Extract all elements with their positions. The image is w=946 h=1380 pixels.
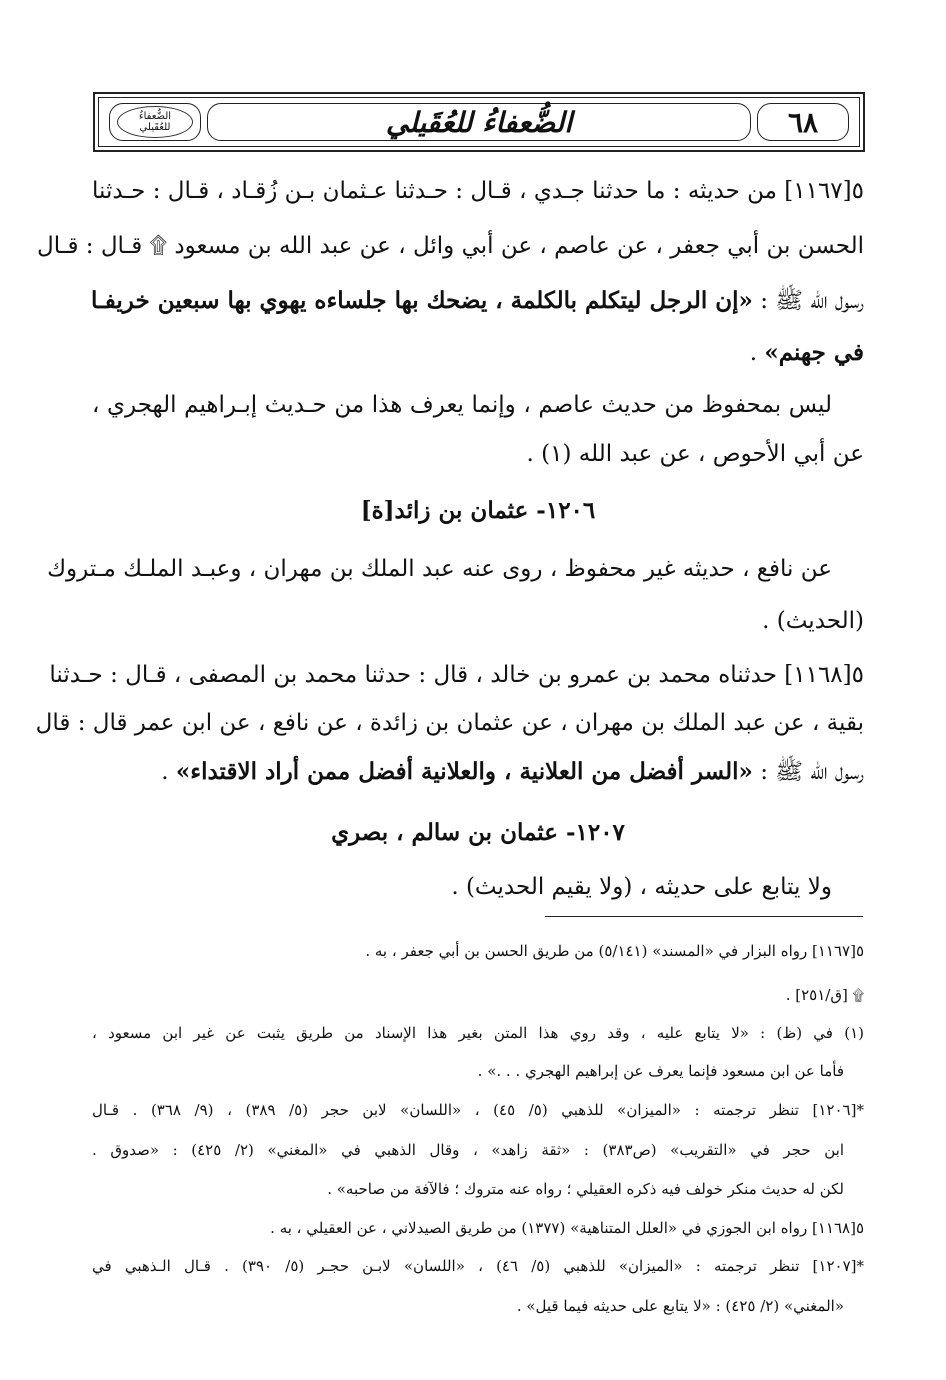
body-line-10: بقية ، عن عبد الملك بن مهران ، عن عثمان بن زائدة ، عن نافع ، عن ابن عمر قال : قال	[35, 710, 864, 736]
logo-line-2: للعُقَيلي	[139, 122, 171, 133]
footnote-1206-cont-2: لكن له حديث منكر خولف فيه ذكره العقيلي ؛ رواه عنه متروك ؛ فالآفة من صاحبه» .	[327, 1180, 844, 1198]
body-line-12: ولا يتابع على حديثه ، (ولا يقيم الحديث) .	[451, 874, 832, 900]
body-line-5: ليس بمحفوظ من حديث عاصم ، وإنما يعرف هذا من حـديث إبـراهيم الهجري ،	[92, 392, 832, 418]
logo-line-1: الضُّعفاءُ	[138, 111, 172, 122]
entry-heading-1206: ١٢٠٦- عثمان بن زائد[ة]	[360, 497, 596, 524]
footnote-1: (١) في (ظ) : «لا يتابع عليه ، وقد روي هذا المتن بغير هذا الإسناد من طريق يثبت عن غير ابن مسعود ،	[92, 1024, 864, 1042]
entry-heading-1207: ١٢٠٧- عثمان بن سالم ، بصري	[331, 819, 625, 846]
footnote-marker: ۩ [ق/٢٥١] .	[785, 986, 864, 1004]
running-title: الضُّعفاءُ للعُقَيلي	[207, 103, 751, 141]
hadith-text-end: في جهنم»	[764, 339, 864, 366]
footnote-1206: *[١٢٠٦] تنظر ترجمته : «الميزان» للذهبي (٥/ ٤٥) ، «اللسان» لابن حجر (٥/ ٣٨٩) ، (٩/ ٣٦٨) . قـال	[92, 1101, 864, 1119]
body-line-4	[92, 336, 864, 370]
body-line-8: (الحديث) .	[762, 608, 864, 634]
book-logo	[109, 103, 201, 141]
hadith-attribution-2: رسول الله ﷺ :	[752, 759, 864, 785]
body-line-1: ٥[١١٦٧] من حديثه : ما حدثنا جـدي ، قـال : حـدثنا عـثمان بـن زُقـاد ، قـال : حـدثنا	[92, 178, 864, 204]
punctuation-2: .	[161, 759, 176, 785]
logo-emblem	[117, 106, 193, 138]
body-line-9: ٥[١١٦٨] حدثناه محمد بن عمرو بن خالد ، قال : حدثنا محمد بن المصفى ، قـال : حـدثنا	[49, 662, 864, 688]
body-line-7: عن نافع ، حديثه غير محفوظ ، روى عنه عبد الملك بن مهران ، وعبـد الملـك مـتروك	[47, 556, 832, 582]
hadith-text-2: «السر أفضل من العلانية ، والعلانية أفضل ممن أراد الاقتداء»	[175, 758, 753, 785]
page-header	[93, 92, 865, 152]
footnote-1207: *[١٢٠٧] تنظر ترجمته : «الميزان» للذهبي (٥/ ٤٦) ، «اللسان» لابـن حجـر (٥/ ٣٩٠) . قـال الـذهبي في	[92, 1257, 864, 1275]
footnote-1207-cont: «المغني» (٢/ ٤٢٥) : «لا يتابع على حديثه فيما قيل» .	[516, 1297, 844, 1315]
body-line-6: عن أبي الأحوص ، عن عبد الله (١) .	[526, 441, 864, 467]
body-line-11	[92, 755, 864, 789]
body-line-2: الحسن بن أبي جعفر ، عن عاصم ، عن أبي وائل ، عن عبد الله بن مسعود ۩ قـال : قـال	[37, 233, 864, 259]
punctuation: .	[749, 340, 765, 366]
footnote-1168: ٥[١١٦٨] رواه ابن الجوزي في «العلل المتناهية» (١٣٧٧) من طريق الصيدلاني ، عن العقيلي ، به .	[270, 1219, 864, 1237]
footnote-divider	[545, 916, 863, 917]
page-number: ٦٨	[757, 103, 849, 141]
hadith-text: «إن الرجل ليتكلم بالكلمة ، يضحك بها جلساءه يهوي بها سبعين خريفـا	[91, 287, 753, 314]
hadith-attribution: رسول الله ﷺ :	[752, 288, 864, 314]
footnote-1-cont: فأما عن ابن مسعود فإنما يعرف عن إبراهيم الهجري . . .» .	[477, 1062, 844, 1080]
body-line-3	[92, 284, 864, 318]
footnote-1167: ٥[١١٦٧] رواه البزار في «المسند» (٥/١٤١) من طريق الحسن بن أبي جعفر ، به .	[365, 942, 864, 960]
footnote-1206-cont-1: ابن حجر في «التقريب» (ص٣٨٣) : «ثقة زاهد» ، وقال الذهبي في «المغني» (٢/ ٤٢٥) : «صدوق .	[92, 1141, 844, 1159]
